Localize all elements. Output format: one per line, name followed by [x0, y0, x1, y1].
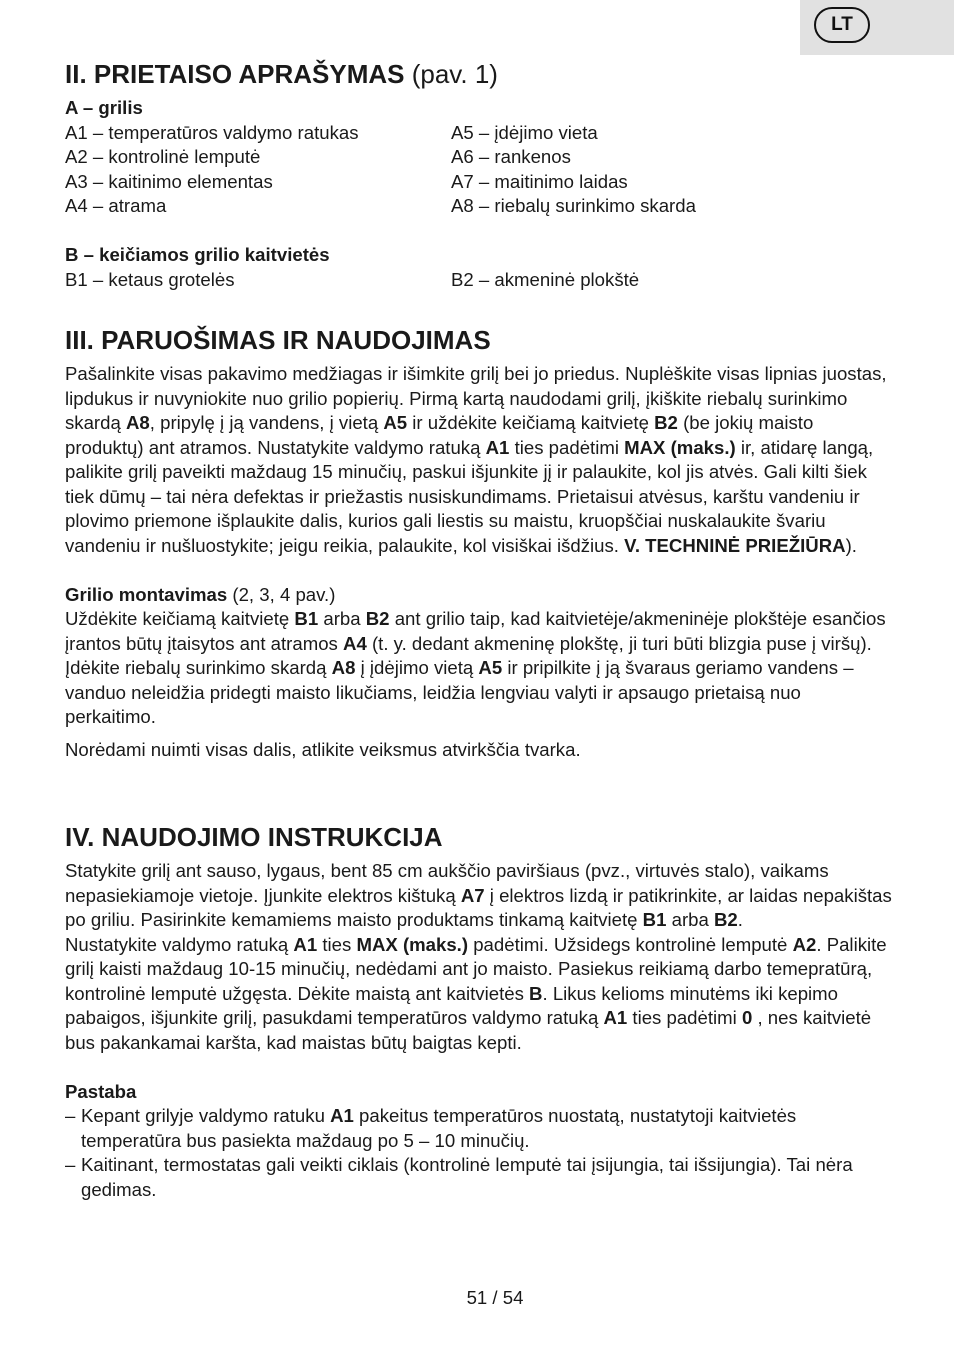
bold-run: B2 — [713, 909, 738, 930]
text-run: ). — [845, 534, 857, 556]
list-item: A7 – maitinimo laidas — [451, 170, 628, 192]
section2-title — [65, 59, 498, 89]
text-run: Uždėkite keičiamą kaitvietę — [65, 608, 295, 629]
bold-run: A5 — [478, 657, 503, 678]
section4-paragraph-2 — [65, 933, 895, 1056]
text-run: ir pripilkite į ją švaraus geriamo vandens – vanduo neleidžia pridegti maisto likučiams, leidžia lengviau valyti ir apsaugo prietaisą nuo perkaitimo. — [65, 657, 854, 727]
note-dash: – — [65, 1105, 76, 1126]
bold-run: A2 — [792, 933, 817, 955]
text-run: , pripylę į ją vandens, į vietą — [149, 412, 384, 433]
assembly-title: Grilio montavimas — [65, 583, 228, 605]
section4-paragraph-1 — [65, 859, 895, 933]
bold-run: MAX (maks.) — [624, 436, 736, 458]
section3-paragraph-2 — [65, 607, 895, 730]
list-item: A1 – temperatūros valdymo ratukas — [65, 121, 359, 143]
groupB — [65, 243, 895, 292]
list-item: A4 – atrama — [65, 195, 167, 216]
text-run: ties padėtimi — [627, 1007, 742, 1028]
bold-run: B1 — [642, 909, 667, 930]
section3-title: III. PARUOŠIMAS IR NAUDOJIMAS — [65, 325, 491, 355]
text-run: ant grilio taip, kad kaitvietėje/akmeninėje plokštėje esančios įrantos būtų įtaisytos ant atramos — [65, 608, 886, 654]
groupA — [65, 96, 895, 219]
bold-run: A4 — [343, 632, 367, 654]
bold-run: 0 — [741, 1007, 753, 1028]
list-item: B2 – akmeninė plokštė — [451, 268, 640, 290]
note-title: Pastaba — [65, 1080, 137, 1102]
list-item: A3 – kaitinimo elementas — [65, 170, 273, 192]
text-run: , nes kaitvietė bus pakankamai karšta, kad maistas būtų baigtas kepti. — [65, 1007, 872, 1053]
list-item: A5 – įdėjimo vieta — [451, 121, 598, 143]
text-run: . Likus kelioms minutėms iki kepimo pabaigos, išjunkite grilį, pasukdami temperatūros valdymo ratuką — [65, 982, 839, 1028]
section3-paragraph-1 — [65, 362, 895, 558]
section4-title: IV. NAUDOJIMO INSTRUKCIJA — [65, 822, 443, 852]
note-dash: – — [65, 1154, 76, 1175]
text-run: . — [737, 909, 743, 930]
bold-run: A7 — [460, 884, 485, 906]
groupB-columns — [65, 268, 895, 293]
groupA-title: A – grilis — [65, 97, 143, 118]
text-run: Kepant grilyje valdymo ratuku — [81, 1105, 331, 1126]
text-run: . Palikite grilį kaisti maždaug 10-15 minučių, nedėdami ant jo maisto. Pasiekus reikiamą darbo temepratūrą, kontrolinė lemputė užgęsta. Dėkite maistą ant kaitvietės — [65, 933, 887, 1004]
list-item: A2 – kontrolinė lemputė — [65, 146, 261, 167]
text-run: arba — [666, 909, 714, 930]
bold-run: B2 — [365, 608, 390, 629]
section3-paragraph-3: Norėdami nuimti visas dalis, atlikite veiksmus atvirkščia tvarka. — [65, 738, 581, 760]
groupB-title: B – keičiamos grilio kaitvietės — [65, 244, 330, 265]
bold-run: V. TECHNINĖ PRIEŽIŪRA — [624, 534, 846, 556]
section2-title-bold: II. PRIETAISO APRAŠYMAS — [65, 59, 405, 89]
text-run: Pašalinkite visas pakavimo medžiagas ir išimkite grilį bei jo priedus. Nuplėškite visas lipnias juostas, lipdukus ir nuvyniokite nuo grilio popierių. Pirmą kartą naudodami grilį, įkiškite riebalų surinkimo skardą — [65, 363, 887, 433]
section4-body — [65, 859, 895, 1202]
text-run: pakeitus temperatūros nuostatą, nustatytoji kaitvietės temperatūra bus pasiekta maždaug po 5 – 10 minučių. — [81, 1105, 797, 1151]
note-item — [65, 1153, 895, 1202]
section2-title-ref: (pav. 1) — [404, 59, 498, 89]
bold-run: B — [529, 982, 543, 1004]
bold-run: MAX (maks.) — [356, 933, 469, 955]
text-run: į įdėjimo vietą — [355, 657, 479, 678]
list-item: A6 – rankenos — [451, 146, 571, 167]
bold-run: B2 — [654, 412, 678, 433]
text-run: (t. y. dedant akmeninę plokštę, ji turi būti blizgia puse į viršų). Įdėkite riebalų surinkimo skardą — [65, 632, 872, 678]
text-run: Kaitinant, termostatas gali veikti ciklais (kontrolinė lemputė tai įsijungia, tai išsijungia). Tai nėra gedimas. — [81, 1154, 853, 1200]
text-run: Statykite grilį ant sauso, lygaus, bent 85 cm aukščio paviršiaus (pvz., virtuvės stalo), vaikams nepasiekiamoje vietoje. Įjunkite elektros kištuką — [65, 860, 829, 906]
text-run: ir uždėkite keičiamą kaitvietę — [407, 412, 655, 433]
groupB-left-column — [65, 268, 451, 293]
text-run: ties — [317, 933, 357, 955]
note-item — [65, 1104, 895, 1153]
groupA-columns — [65, 121, 895, 219]
assembly-heading — [65, 583, 895, 608]
text-run: (be jokių maisto produktų) ant atramos. Nustatykite valdymo ratuką — [65, 412, 814, 458]
groupB-right-column — [451, 268, 871, 293]
text-run: ir, atidarę langą, palikite grilį paveikti maždaug 15 minučių, paskui išjunkite jį ir palaukite, kol jis atvės. Gali kilti šiek tiek dūmų – tai nėra defektas ir priežastis nusiskundimams. Prietaisui atvėsus, karštu vandeniu ir plovimo priemone išplaukite dalis, kurios gali liestis su maistu, kruopščiai nuskalaukite švariu vandeniu ir nušluostykite; jeigu reikia, palaukite, kol visiškai išdžius. — [65, 436, 874, 556]
text-run: Nustatykite valdymo ratuką — [65, 933, 294, 955]
bold-run: A1 — [293, 933, 318, 955]
groupA-right-column — [451, 121, 871, 219]
groupA-left-column — [65, 121, 451, 219]
bold-run: B1 — [294, 608, 319, 629]
language-badge: LT — [814, 7, 870, 43]
section3-body — [65, 362, 895, 762]
bold-run: A1 — [485, 436, 510, 458]
text-run: į elektros lizdą ir patikrinkite, ar laidas nepakištas po griliu. Pasirinkite kemamiems maisto produktams tinkamą kaitvietę — [65, 884, 892, 930]
text-run: padėtimi. Užsidegs kontrolinė lemputė — [468, 933, 793, 955]
note-text — [81, 1104, 895, 1153]
page-number: 51 / 54 — [466, 1287, 524, 1308]
text-run: arba — [318, 608, 366, 629]
text-run: ties padėtimi — [509, 436, 625, 458]
bold-run: A8 — [125, 412, 150, 433]
note-text — [81, 1153, 895, 1202]
bold-run: A5 — [383, 412, 408, 433]
list-item: B1 – ketaus grotelės — [65, 268, 235, 290]
assembly-figure-ref: (2, 3, 4 pav.) — [227, 583, 336, 605]
list-item: A8 – riebalų surinkimo skarda — [451, 195, 696, 216]
bold-run: A1 — [330, 1105, 354, 1126]
bold-run: A1 — [603, 1007, 628, 1028]
bold-run: A8 — [331, 657, 356, 678]
